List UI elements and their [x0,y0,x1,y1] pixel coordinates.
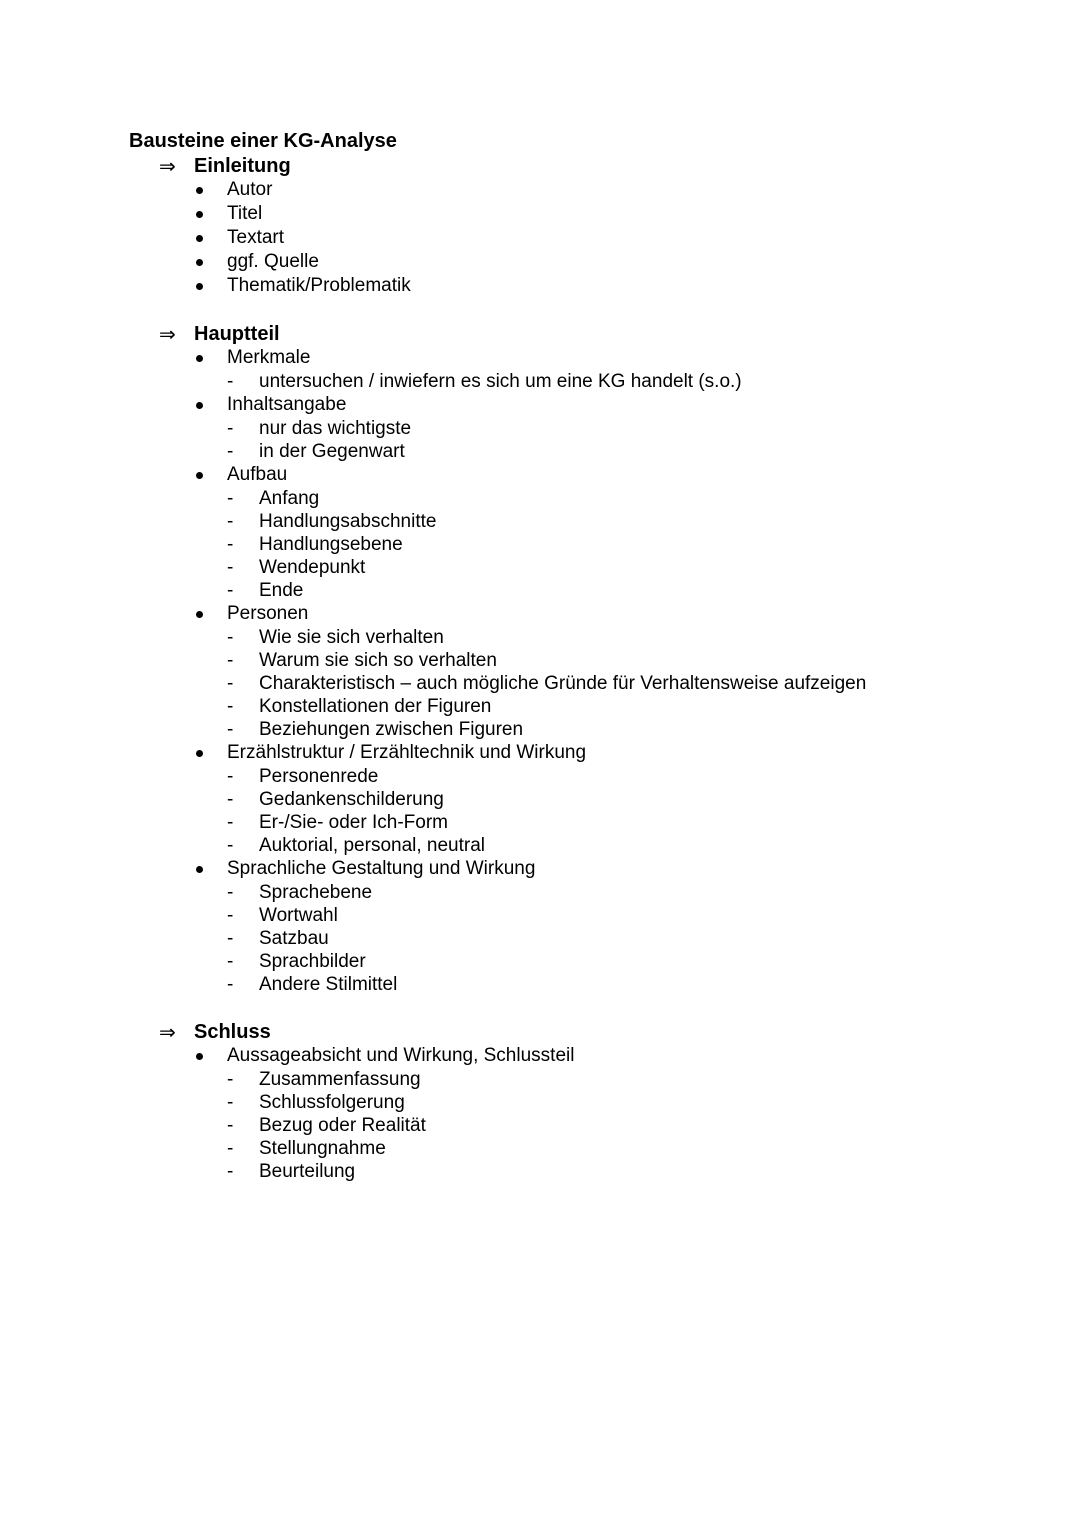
sub-item-text: Beurteilung [259,1161,356,1182]
bullet-dot-icon [196,235,203,242]
bullet-item [129,393,1029,417]
bullet-item [129,178,1029,202]
section-schluss [129,1020,1029,1183]
bullet-text: Erzählstruktur / Erzähltechnik und Wirkung [227,742,587,763]
dash-icon: - [227,511,234,532]
dash-icon: - [227,812,234,833]
sub-item [129,579,1029,602]
dash-icon: - [227,534,234,555]
sub-item [129,556,1029,579]
dash-icon: - [227,1115,234,1136]
sub-item [129,370,1029,393]
section-hauptteil [129,322,1029,996]
dash-icon: - [227,627,234,648]
bullet-text: Titel [227,203,263,224]
sub-item-text: Charakteristisch – auch mögliche Gründe für Verhaltensweise aufzeigen [259,673,867,694]
dash-icon: - [227,371,234,392]
dash-icon: - [227,673,234,694]
dash-icon: - [227,1161,234,1182]
bullet-text: ggf. Quelle [227,251,319,272]
bullet-dot-icon [196,1053,203,1060]
bullet-dot-icon [196,355,203,362]
bullet-item [129,602,1029,626]
sub-item-text: Er-/Sie- oder Ich-Form [259,812,448,833]
bullet-item [129,463,1029,487]
document-title: Bausteine einer KG-Analyse [129,130,397,152]
bullet-item [129,346,1029,370]
dash-icon: - [227,441,234,462]
sub-item-text: Wendepunkt [259,557,366,578]
dash-icon: - [227,418,234,439]
sub-item [129,533,1029,556]
dash-icon: - [227,905,234,926]
sub-item [129,904,1029,927]
sub-item [129,788,1029,811]
dash-icon: - [227,719,234,740]
sub-item [129,927,1029,950]
dash-icon: - [227,1138,234,1159]
sub-item-text: Warum sie sich so verhalten [259,650,497,671]
sub-item [129,626,1029,649]
bullet-text: Merkmale [227,347,311,368]
sub-item [129,695,1029,718]
sub-item-text: nur das wichtigste [259,418,412,439]
sub-item [129,765,1029,788]
sub-item [129,417,1029,440]
bullet-item [129,226,1029,250]
bullet-item [129,857,1029,881]
bullet-text: Textart [227,227,285,248]
section-heading-text: Hauptteil [194,323,280,345]
sub-item-text: Satzbau [259,928,329,949]
sub-item [129,811,1029,834]
sub-item [129,1068,1029,1091]
sub-item [129,510,1029,533]
bullet-dot-icon [196,866,203,873]
sub-item-text: Sprachebene [259,882,373,903]
dash-icon: - [227,650,234,671]
sub-item-text: Wie sie sich verhalten [259,627,444,648]
bullet-item [129,741,1029,765]
sub-item-text: Wortwahl [259,905,338,926]
section-heading [129,322,1029,346]
dash-icon: - [227,766,234,787]
sub-item-text: Ende [259,580,304,601]
dash-icon: - [227,789,234,810]
sub-item [129,649,1029,672]
dash-icon: - [227,974,234,995]
sub-item-text: Bezug oder Realität [259,1115,426,1136]
bullet-item [129,1044,1029,1068]
sub-item-text: Gedankenschilderung [259,789,444,810]
sub-item-text: Handlungsabschnitte [259,511,437,532]
bullet-item [129,274,1029,298]
sub-item-text: in der Gegenwart [259,441,405,462]
dash-icon: - [227,1069,234,1090]
bullet-dot-icon [196,187,203,194]
sub-item-text: Schlussfolgerung [259,1092,405,1113]
dash-icon: - [227,557,234,578]
section-heading-text: Einleitung [194,155,291,177]
sub-item [129,440,1029,463]
sub-item [129,1160,1029,1183]
sub-item-text: Auktorial, personal, neutral [259,835,486,856]
sub-item-text: Stellungnahme [259,1138,386,1159]
bullet-text: Inhaltsangabe [227,394,347,415]
sub-item [129,834,1029,857]
section-heading [129,154,1029,178]
sub-item-text: Andere Stilmittel [259,974,398,995]
section-heading-text: Schluss [194,1021,271,1043]
dash-icon: - [227,1092,234,1113]
bullet-text: Aufbau [227,464,288,485]
double-arrow-icon: ⇒ [159,1020,176,1044]
sub-item-text: Personenrede [259,766,379,787]
sub-item-text: Konstellationen der Figuren [259,696,492,717]
bullet-item [129,202,1029,226]
document-page [129,128,1029,1183]
section-list [129,154,1029,1183]
sub-item-text: untersuchen / inwiefern es sich um eine KG handelt (s.o.) [259,371,742,392]
bullet-item [129,250,1029,274]
bullet-dot-icon [196,611,203,618]
bullet-dot-icon [196,402,203,409]
bullet-text: Sprachliche Gestaltung und Wirkung [227,858,536,879]
dash-icon: - [227,580,234,601]
sub-item [129,1091,1029,1114]
dash-icon: - [227,488,234,509]
sub-item-text: Zusammenfassung [259,1069,421,1090]
section-heading [129,1020,1029,1044]
bullet-dot-icon [196,750,203,757]
sub-item [129,487,1029,510]
sub-item [129,1114,1029,1137]
sub-item-text: Sprachbilder [259,951,366,972]
double-arrow-icon: ⇒ [159,154,176,178]
dash-icon: - [227,882,234,903]
sub-item-text: Beziehungen zwischen Figuren [259,719,524,740]
bullet-text: Thematik/Problematik [227,275,411,296]
section-einleitung [129,154,1029,298]
dash-icon: - [227,928,234,949]
bullet-text: Autor [227,179,273,200]
sub-item [129,1137,1029,1160]
double-arrow-icon: ⇒ [159,322,176,346]
bullet-dot-icon [196,259,203,266]
sub-item [129,973,1029,996]
sub-item [129,950,1029,973]
bullet-text: Aussageabsicht und Wirkung, Schlussteil [227,1045,575,1066]
dash-icon: - [227,835,234,856]
sub-item [129,672,1029,695]
bullet-dot-icon [196,472,203,479]
dash-icon: - [227,951,234,972]
sub-item-text: Anfang [259,488,320,509]
bullet-dot-icon [196,211,203,218]
sub-item [129,881,1029,904]
dash-icon: - [227,696,234,717]
bullet-text: Personen [227,603,309,624]
bullet-dot-icon [196,283,203,290]
sub-item [129,718,1029,741]
sub-item-text: Handlungsebene [259,534,403,555]
